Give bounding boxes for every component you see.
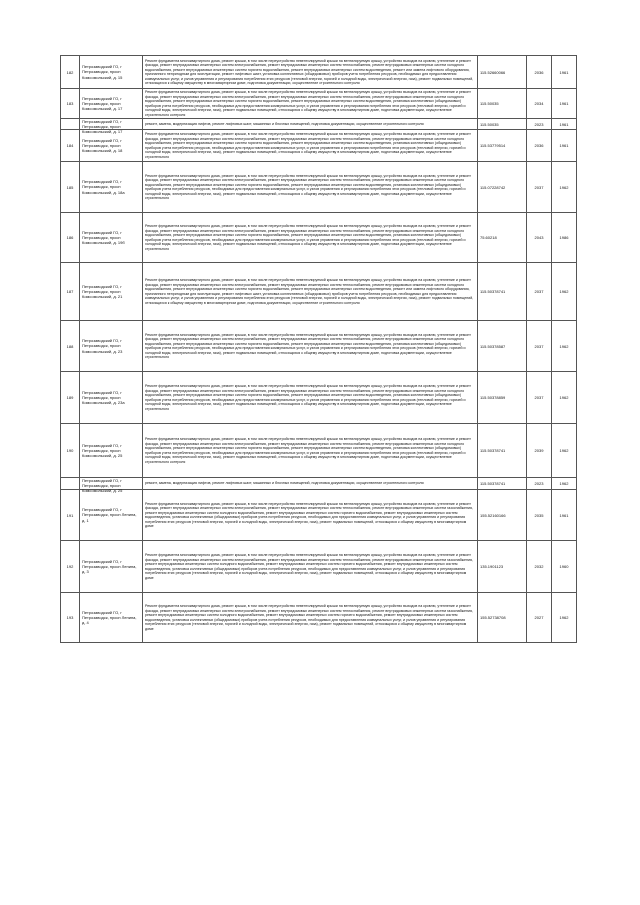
row-number: 189 <box>61 372 80 424</box>
planned-year-cell: 2043 <box>527 213 552 263</box>
built-year-cell: 1961 <box>552 119 577 130</box>
cost-cell: 115.50378741 <box>478 424 527 478</box>
works-cell: Ремонт фундамента многоквартирного дома, ремонт крыши, в том числе переустройство невентилируемой крыши на вентилируемую крышу, устройство выходов на кровлю, утепление и ремонт фасада, ремонт внутридомовых инженерных систем электроснабжения, ремонт внутридомовых инженерных систем теплоснабжения, ремонт внутридомовых инженерных систем холодного водоснабжения, ремонт внутридомовых инженерных систем горячего водоснабжения, ремонт внутридомовых инженерных систем водоотведения, установка коллективных (общедомовых) приборов учета потребления ресурсов, необходимых для предоставления коммунальных услуг, и узлов управления и регулирования потребления этих ресурсов (тепловой энергии, горячей и холодной воды, электрической энергии, газа), ремонт подвальных помещений, относящихся к общему имуществу в многоквартирном доме, подготовка документации, осуществление строительного <box>143 213 478 263</box>
row-number: 188 <box>61 321 80 372</box>
works-cell: Ремонт фундамента многоквартирного дома, ремонт крыши, в том числе переустройство невентилируемой крыши на вентилируемую крышу, устройство выходов на кровлю, утепление и ремонт фасада, ремонт внутридомовых инженерных систем электроснабжения, ремонт внутридомовых инженерных систем теплоснабжения, ремонт внутридомовых инженерных систем холодного водоснабжения, ремонт внутридомовых инженерных систем горячего водоснабжения, ремонт внутридомовых инженерных систем водоотведения, установка коллективных (общедомовых) приборов учета потребления ресурсов, необходимых для предоставления коммунальных услуг, и узлов управления и регулирования потребления этих ресурсов (тепловой энергии, горячей и холодной воды, электрической энергии, газа), ремонт подвальных помещений, относящихся к общему имуществу в многоквартирном доме, подготовка документации, осуществление строительного <box>143 162 478 213</box>
planned-year-cell: 2036 <box>527 56 552 89</box>
works-cell: Ремонт фундамента многоквартирного дома, ремонт крыши, в том числе переустройство невентилируемой крыши на вентилируемую крышу, устройство выходов на кровлю, утепление и ремонт фасада, ремонт внутридомовых инженерных систем электроснабжения, ремонт внутридомовых инженерных систем теплоснабжения, ремонт внутридомовых инженерных систем холодного водоснабжения, ремонт внутридомовых инженерных систем горячего водоснабжения, ремонт внутридомовых инженерных систем водоотведения, установка коллективных (общедомовых) приборов учета потребления ресурсов, необходимых для предоставления коммунальных услуг, и узлов управления и регулирования потребления этих ресурсов (тепловой энергии, горячей и холодной воды, электрической энергии, газа), ремонт подвальных помещений, относящихся к общему имуществу в многоквартирном доме, подготовка документации, осуществление строительного <box>143 130 478 162</box>
address-cell: Петрозаводский ГО, г Петрозаводск, просп Комсомольский, д. 23 <box>80 321 143 372</box>
built-year-cell: 1962 <box>552 263 577 321</box>
built-year-cell: 1986 <box>552 213 577 263</box>
built-year-cell: 1961 <box>552 130 577 162</box>
row-number <box>61 119 80 130</box>
built-year-cell: 1961 <box>552 490 577 541</box>
address-cell: Петрозаводский ГО, г Петрозаводск, просп Комсомольский, д. 19б <box>80 213 143 263</box>
row-number <box>61 478 80 490</box>
address-cell: Петрозаводский ГО, г Петрозаводск, просп Комсомольский, д. 18а <box>80 162 143 213</box>
planned-year-cell: 2023 <box>527 478 552 490</box>
built-year-cell: 1962 <box>552 162 577 213</box>
works-cell: Ремонт фундамента многоквартирного дома, ремонт крыши, в том числе переустройство невентилируемой крыши на вентилируемую крышу, устройство выходов на кровлю, утепление и ремонт фасада, ремонт внутридомовых инженерных систем электроснабжения, ремонт внутридомовых инженерных систем теплоснабжения, ремонт внутридомовых инженерных систем холодного водоснабжения, ремонт внутридомовых инженерных систем горячего водоснабжения, ремонт внутридомовых инженерных систем водоотведения, ремонт или замена лифтового оборудования, признанного непригодным для эксплуатации, ремонт лифтовых шахт, установка коллективных (общедомовых) приборов учета потребления ресурсов, необходимых для предоставления коммунальных услуг, и узлов управления и регулирования потребления этих ресурсов (тепловой энергии, горячей и холодной воды, электрической энергии, газа), ремонт подвальных помещений, относящихся к общему имуществу в многоквартирном доме, подготовка документации, осуществление строительного контроля <box>143 263 478 321</box>
address-cell: Петрозаводский ГО, г Петрозаводск, просп Ленина, д. 1 <box>80 490 143 541</box>
planned-year-cell: 2036 <box>527 130 552 162</box>
address-cell: Петрозаводский ГО, г Петрозаводск, просп Комсомольский, д. 25 <box>80 478 143 490</box>
planned-year-cell: 2034 <box>527 89 552 119</box>
row-number: 182 <box>61 56 80 89</box>
cost-cell: 115.53779514 <box>478 130 527 162</box>
cost-cell: 155.52160166 <box>478 490 527 541</box>
planned-year-cell: 2027 <box>527 593 552 643</box>
row-number: 193 <box>61 593 80 643</box>
address-cell: Петрозаводский ГО, г Петрозаводск, просп Ленина, д. 4 <box>80 593 143 643</box>
address-cell: Петрозаводский ГО, г Петрозаводск, просп Комсомольский, д. 18 <box>80 130 143 162</box>
register-body <box>61 56 577 643</box>
cost-cell: 115.50378587 <box>478 321 527 372</box>
built-year-cell: 1962 <box>552 321 577 372</box>
works-cell: Ремонт фундамента многоквартирного дома, ремонт крыши, в том числе переустройство невентилируемой крыши на вентилируемую крышу, устройство выходов на кровлю, утепление и ремонт фасада, ремонт внутридомовых инженерных систем электроснабжения, ремонт внутридомовых инженерных систем теплоснабжения, ремонт внутридомовых инженерных систем холодного водоснабжения, ремонт внутридомовых инженерных систем горячего водоснабжения, ремонт внутридомовых инженерных систем водоотведения, установка коллективных (общедомовых) приборов учета потребления ресурсов, необходимых для предоставления коммунальных услуг, и узлов управления и регулирования потребления этих ресурсов (тепловой энергии, горячей и холодной воды, электрической энергии, газа), ремонт подвальных помещений, относящихся к общему имуществу в многоквартирном доме, подготовка документации, осуществление строительного <box>143 372 478 424</box>
built-year-cell: 1962 <box>552 372 577 424</box>
row-number: 185 <box>61 162 80 213</box>
built-year-cell: 1962 <box>552 424 577 478</box>
table-row <box>61 321 577 372</box>
planned-year-cell: 2035 <box>527 490 552 541</box>
planned-year-cell: 2032 <box>527 541 552 593</box>
row-number: 186 <box>61 213 80 263</box>
repair-register-table <box>60 55 577 643</box>
table-row <box>61 478 577 490</box>
built-year-cell: 1961 <box>552 56 577 89</box>
works-cell: Ремонт фундамента многоквартирного дома, ремонт крыши, в том числе переустройство невентилируемой крыши на вентилируемую крышу, устройство выходов на кровлю, утепление и ремонт фасада, ремонт внутридомовых инженерных систем электроснабжения, ремонт внутридомовых инженерных систем теплоснабжения, ремонт внутридомовых инженерных систем холодного водоснабжения, ремонт внутридомовых инженерных систем горячего водоснабжения, ремонт внутридомовых инженерных систем водоотведения, установка коллективных (общедомовых) приборов учета потребления ресурсов, необходимых для предоставления коммунальных услуг, и узлов управления и регулирования потребления этих ресурсов (тепловой энергии, горячей и холодной воды, электрической энергии, газа), ремонт подвальных помещений, относящихся к общему имуществу в многоквартирном доме, подготовка документации, осуществление строительного контроля <box>143 89 478 119</box>
cost-cell: 115.50378741 <box>478 478 527 490</box>
cost-cell: 115.52660066 <box>478 56 527 89</box>
row-number: 187 <box>61 263 80 321</box>
cost-cell: 115.50035 <box>478 89 527 119</box>
works-cell: Ремонт фундамента многоквартирного дома, ремонт крыши, в том числе переустройство невентилируемой крыши на вентилируемую крышу, устройство выходов на кровлю, утепление и ремонт фасада, ремонт внутридомовых инженерных систем электроснабжения, ремонт внутридомовых инженерных систем теплоснабжения, ремонт внутридомовых инженерных систем холодного водоснабжения, ремонт внутридомовых инженерных систем горячего водоснабжения, ремонт внутридомовых инженерных систем водоотведения, ремонт или замена лифтового оборудования, признанного непригодным для эксплуатации, ремонт лифтовых шахт, установка коллективных (общедомовых) приборов учета потребления ресурсов, необходимых для предоставления коммунальных услуг, и узлов управления и регулирования потребления этих ресурсов (тепловой энергии, горячей и холодной воды, электрической энергии, газа), ремонт подвальных помещений, относящихся к общему имуществу в многоквартирном доме, подготовка документации, осуществление строительного контроля <box>143 56 478 89</box>
cost-cell: 115.50378741 <box>478 263 527 321</box>
cost-cell: 155.52738708 <box>478 593 527 643</box>
address-cell: Петрозаводский ГО, г Петрозаводск, просп Комсомольский, д. 17 <box>80 89 143 119</box>
built-year-cell: 1962 <box>552 593 577 643</box>
table-row <box>61 89 577 119</box>
built-year-cell: 1961 <box>552 89 577 119</box>
planned-year-cell: 2037 <box>527 321 552 372</box>
table-row <box>61 424 577 478</box>
built-year-cell: 1962 <box>552 478 577 490</box>
table-row <box>61 119 577 130</box>
table-row <box>61 372 577 424</box>
works-cell: ремонт, замена, модернизация лифтов, ремонт лифтовых шахт, машинных и блочных помещений, подготовка документации, осуществление строительного контроля <box>143 478 478 490</box>
row-number: 192 <box>61 541 80 593</box>
table-row <box>61 593 577 643</box>
built-year-cell: 1960 <box>552 541 577 593</box>
row-number: 184 <box>61 130 80 162</box>
address-cell: Петрозаводский ГО, г Петрозаводск, просп Комсомольский, д. 21 <box>80 263 143 321</box>
works-cell: Ремонт фундамента многоквартирного дома, ремонт крыши, в том числе переустройство невентилируемой крыши на вентилируемую крышу, устройство выходов на кровлю, утепление и ремонт фасада, ремонт внутридомовых инженерных систем электроснабжения, ремонт внутридомовых инженерных систем теплоснабжения, ремонт внутридомовых инженерных систем газоснабжения, ремонт внутридомовых инженерных систем холодного водоснабжения, ремонт внутридомовых инженерных систем горячего водоснабжения, ремонт внутридомовых инженерных систем водоотведения, установка коллективных (общедомовых) приборов учета потребления ресурсов, необходимых для предоставления коммунальных услуг, и узлов управления и регулирования потребления этих ресурсов (тепловой энергии, горячей и холодной воды, электрической энергии, газа), ремонт подвальных помещений, относящихся к общему имуществу в многоквартирном доме <box>143 490 478 541</box>
planned-year-cell: 2023 <box>527 119 552 130</box>
works-cell: Ремонт фундамента многоквартирного дома, ремонт крыши, в том числе переустройство невентилируемой крыши на вентилируемую крышу, устройство выходов на кровлю, утепление и ремонт фасада, ремонт внутридомовых инженерных систем электроснабжения, ремонт внутридомовых инженерных систем теплоснабжения, ремонт внутридомовых инженерных систем холодного водоснабжения, ремонт внутридомовых инженерных систем горячего водоснабжения, ремонт внутридомовых инженерных систем водоотведения, установка коллективных (общедомовых) приборов учета потребления ресурсов, необходимых для предоставления коммунальных услуг, и узлов управления и регулирования потребления этих ресурсов (тепловой энергии, горячей и холодной воды, электрической энергии, газа), ремонт подвальных помещений, относящихся к общему имуществу в многоквартирном доме, подготовка документации, осуществление строительного контроля <box>143 424 478 478</box>
address-cell: Петрозаводский ГО, г Петрозаводск, просп Комсомольский, д. 17 <box>80 119 143 130</box>
cost-cell: 115.50035 <box>478 119 527 130</box>
planned-year-cell: 2037 <box>527 263 552 321</box>
row-number: 191 <box>61 490 80 541</box>
planned-year-cell: 2037 <box>527 162 552 213</box>
cost-cell: 75.60218 <box>478 213 527 263</box>
cost-cell: 115.50378859 <box>478 372 527 424</box>
works-cell: ремонт, замена, модернизация лифтов, ремонт лифтовых шахт, машинных и блочных помещений, подготовка документации, осуществление строительного контроля <box>143 119 478 130</box>
row-number: 183 <box>61 89 80 119</box>
address-cell: Петрозаводский ГО, г Петрозаводск, просп Комсомольский, д. 15 <box>80 56 143 89</box>
row-number: 190 <box>61 424 80 478</box>
cost-cell: 135.1901123 <box>478 541 527 593</box>
table-row <box>61 213 577 263</box>
cost-cell: 115.07228742 <box>478 162 527 213</box>
works-cell: Ремонт фундамента многоквартирного дома, ремонт крыши, в том числе переустройство невентилируемой крыши на вентилируемую крышу, устройство выходов на кровлю, утепление и ремонт фасада, ремонт внутридомовых инженерных систем электроснабжения, ремонт внутридомовых инженерных систем теплоснабжения, ремонт внутридомовых инженерных систем холодного водоснабжения, ремонт внутридомовых инженерных систем горячего водоснабжения, ремонт внутридомовых инженерных систем водоотведения, установка коллективных (общедомовых) приборов учета потребления ресурсов, необходимых для предоставления коммунальных услуг, и узлов управления и регулирования потребления этих ресурсов (тепловой энергии, горячей и холодной воды, электрической энергии, газа), ремонт подвальных помещений, относящихся к общему имуществу в многоквартирном доме, подготовка документации, осуществление строительного <box>143 321 478 372</box>
address-cell: Петрозаводский ГО, г Петрозаводск, просп Ленина, д. 3 <box>80 541 143 593</box>
table-row <box>61 56 577 89</box>
works-cell: Ремонт фундамента многоквартирного дома, ремонт крыши, в том числе переустройство невентилируемой крыши на вентилируемую крышу, устройство выходов на кровлю, утепление и ремонт фасада, ремонт внутридомовых инженерных систем электроснабжения, ремонт внутридомовых инженерных систем теплоснабжения, ремонт внутридомовых инженерных систем газоснабжения, ремонт внутридомовых инженерных систем холодного водоснабжения, ремонт внутридомовых инженерных систем горячего водоснабжения, ремонт внутридомовых инженерных систем водоотведения, установка коллективных (общедомовых) приборов учета потребления ресурсов, необходимых для предоставления коммунальных услуг, и узлов управления и регулирования потребления этих ресурсов (тепловой энергии, горячей и холодной воды, электрической энергии, газа), ремонт подвальных помещений, относящихся к общему имуществу в многоквартирном доме <box>143 541 478 593</box>
planned-year-cell: 2037 <box>527 372 552 424</box>
table-row <box>61 130 577 162</box>
table-row <box>61 162 577 213</box>
address-cell: Петрозаводский ГО, г Петрозаводск, просп Комсомольский, д. 23а <box>80 372 143 424</box>
address-cell: Петрозаводский ГО, г Петрозаводск, просп Комсомольский, д. 25 <box>80 424 143 478</box>
table-row <box>61 490 577 541</box>
table-row <box>61 263 577 321</box>
table-row <box>61 541 577 593</box>
planned-year-cell: 2039 <box>527 424 552 478</box>
works-cell: Ремонт фундамента многоквартирного дома, ремонт крыши, в том числе переустройство невентилируемой крыши на вентилируемую крышу, устройство выходов на кровлю, утепление и ремонт фасада, ремонт внутридомовых инженерных систем электроснабжения, ремонт внутридомовых инженерных систем теплоснабжения, ремонт внутридомовых инженерных систем газоснабжения, ремонт внутридомовых инженерных систем холодного водоснабжения, ремонт внутридомовых инженерных систем горячего водоснабжения, ремонт внутридомовых инженерных систем водоотведения, установка коллективных (общедомовых) приборов учета потребления ресурсов, необходимых для предоставления коммунальных услуг, и узлов управления и регулирования потребления этих ресурсов (тепловой энергии, горячей и холодной воды, электрической энергии, газа), ремонт подвальных помещений, относящихся к общему имуществу в многоквартирном доме <box>143 593 478 643</box>
